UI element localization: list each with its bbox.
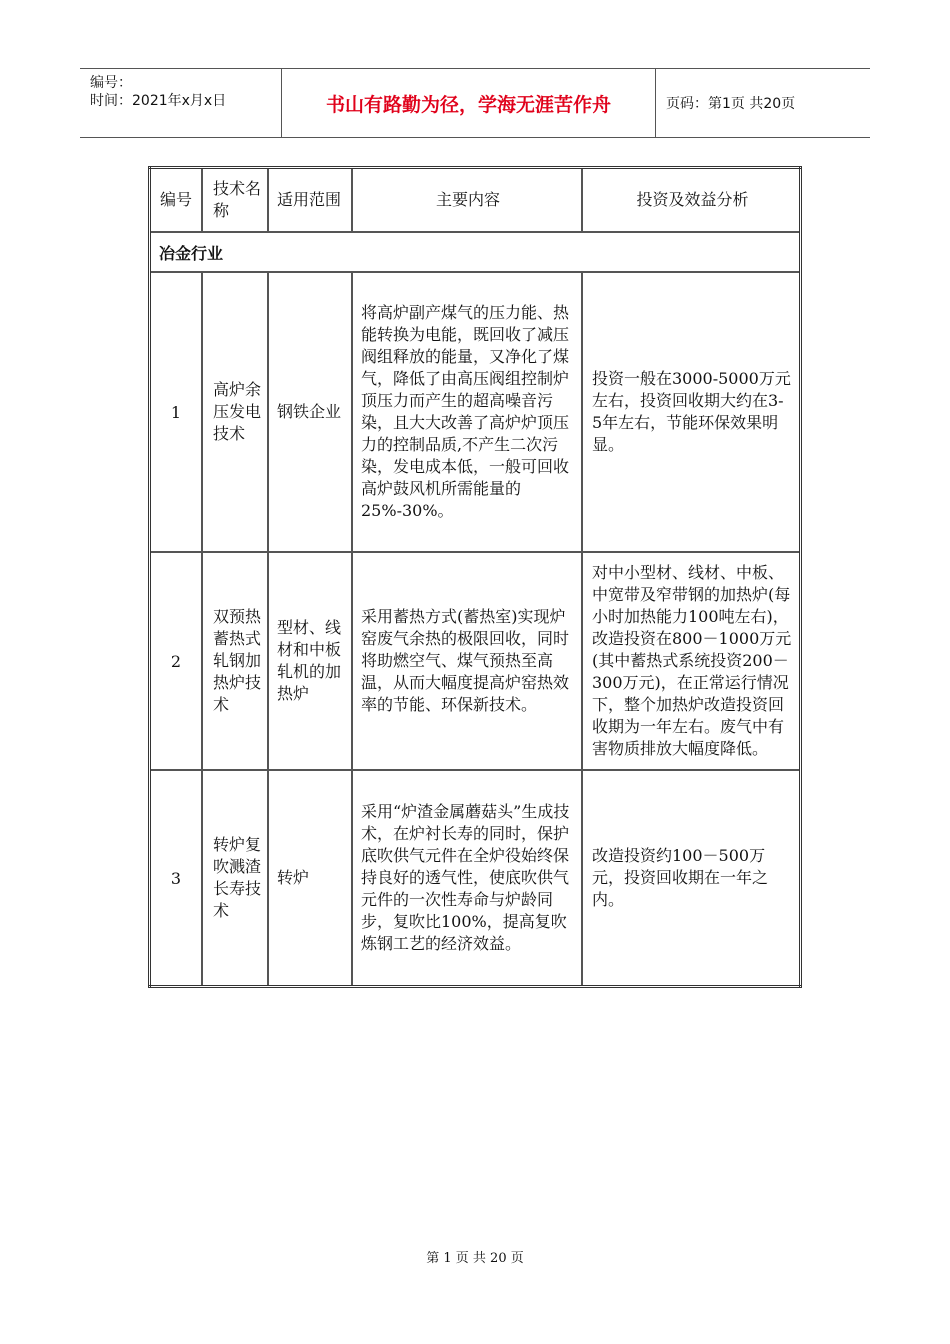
table-row — [150, 272, 801, 552]
column-header-number: 编号 — [150, 168, 203, 233]
header-meta — [80, 69, 280, 137]
row-name: 转炉复吹溅渣长寿技术 — [202, 770, 268, 987]
row-number: 3 — [150, 770, 203, 987]
column-header-scope: 适用范围 — [268, 168, 352, 233]
row-investment: 投资一般在3000-5000万元左右，投资回收期大约在3-5年左右，节能环保效果明显。 — [582, 272, 801, 552]
table-header-row — [150, 168, 801, 233]
row-content: 采用蓄热方式(蓄热室)实现炉窑废气余热的极限回收，同时将助燃空气、煤气预热至高温，从而大幅度提高炉窑热效率的节能、环保新技术。 — [352, 552, 582, 770]
row-number: 2 — [150, 552, 203, 770]
row-number: 1 — [150, 272, 203, 552]
column-header-content: 主要内容 — [352, 168, 582, 233]
column-header-investment: 投资及效益分析 — [582, 168, 801, 233]
row-content: 采用“炉渣金属蘑菇头”生成技术，在炉衬长寿的同时，保护底吹供气元件在全炉役始终保持良好的透气性，使底吹供气元件的一次性寿命与炉龄同步，复吹比100%，提高复吹炼钢工艺的经济效益。 — [352, 770, 582, 987]
table-row — [150, 552, 801, 770]
technology-table — [148, 166, 802, 988]
time-label: 时间：2021年x月x日 — [90, 93, 227, 109]
row-scope: 型材、线材和中板轧机的加热炉 — [268, 552, 352, 770]
row-scope: 转炉 — [268, 770, 352, 987]
row-name: 双预热蓄热式轧钢加热炉技术 — [202, 552, 268, 770]
table-row — [150, 770, 801, 987]
number-label: 编号： — [90, 75, 132, 91]
header-page-label: 页码：第1页 共20页 — [666, 96, 796, 112]
row-scope: 钢铁企业 — [268, 272, 352, 552]
column-header-name: 技术名称 — [202, 168, 268, 233]
section-title: 冶金行业 — [150, 232, 801, 272]
row-investment: 对中小型材、线材、中板、中宽带及窄带钢的加热炉(每小时加热能力100吨左右)，改造投资在800－1000万元(其中蓄热式系统投资200－300万元)，在正常运行情况下，整个加热炉改造投资回收期为一年左右。废气中有害物质排放大幅度降低。 — [582, 552, 801, 770]
section-row — [150, 232, 801, 272]
row-content: 将高炉副产煤气的压力能、热能转换为电能，既回收了减压阀组释放的能量，又净化了煤气，降低了由高压阀组控制炉顶压力而产生的超高噪音污染，且大大改善了高炉炉顶压力的控制品质,不产生二次污染，发电成本低，一般可回收高炉鼓风机所需能量的25%-30%。 — [352, 272, 582, 552]
row-investment: 改造投资约100－500万元，投资回收期在一年之内。 — [582, 770, 801, 987]
row-name: 高炉余压发电技术 — [202, 272, 268, 552]
header-motto: 书山有路勤为径，学海无涯苦作舟 — [281, 69, 656, 137]
page-header — [80, 68, 870, 138]
page-footer: 第 1 页 共 20 页 — [426, 1251, 524, 1266]
